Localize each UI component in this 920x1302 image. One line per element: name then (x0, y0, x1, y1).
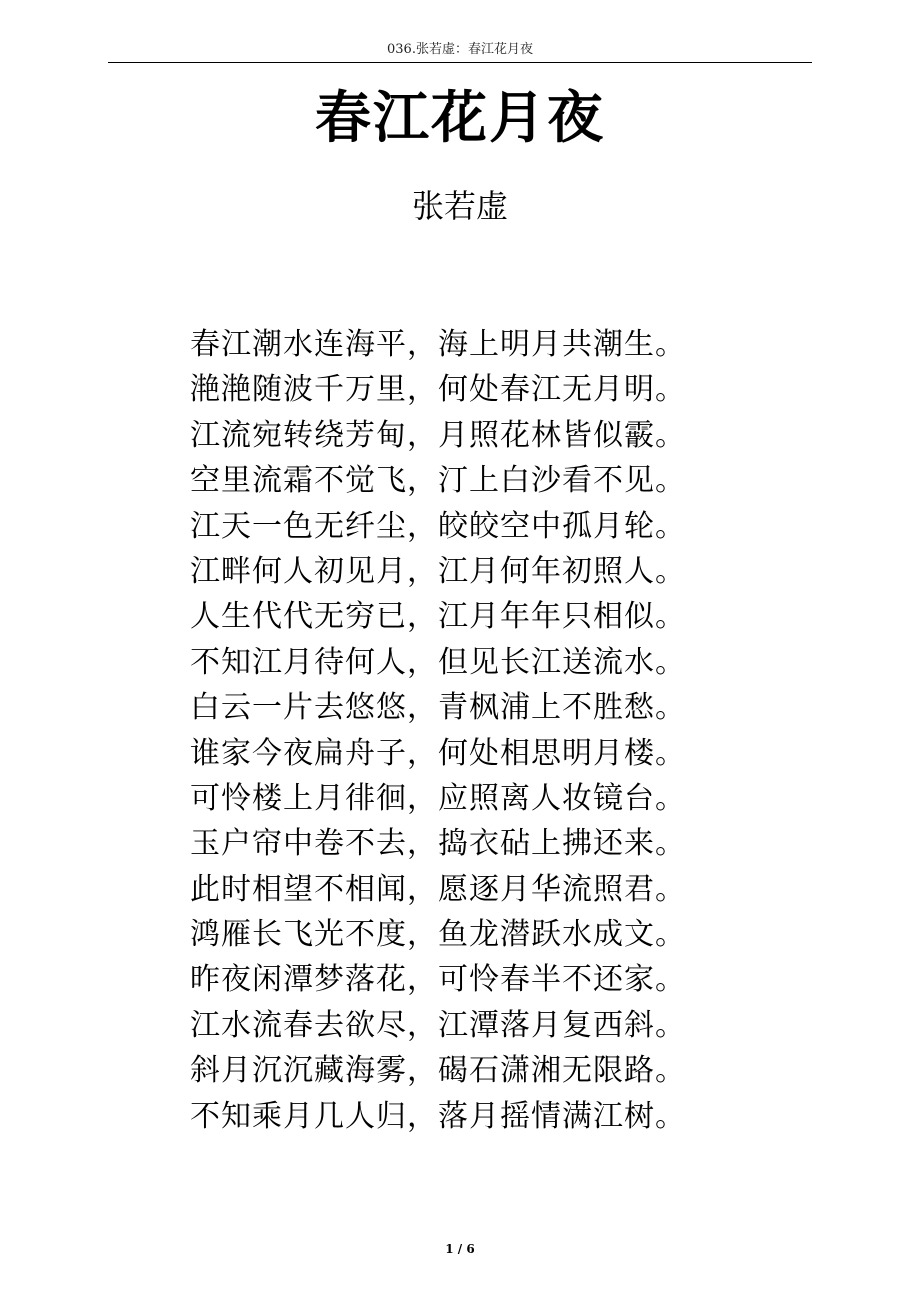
poem-line: 玉户帘中卷不去，捣衣砧上拂还来。 (190, 826, 686, 862)
poem-line: 昨夜闲潭梦落花，可怜春半不还家。 (190, 962, 686, 998)
poem-line: 江畔何人初见月，江月何年初照人。 (190, 553, 686, 589)
poem-line: 江水流春去欲尽，江潭落月复西斜。 (190, 1007, 686, 1043)
poem-body (190, 322, 750, 1139)
poem-line: 不知乘月几人归，落月摇情满江树。 (190, 1098, 686, 1134)
header-divider (108, 62, 812, 63)
poem-line: 江天一色无纤尘，皎皎空中孤月轮。 (190, 508, 686, 544)
poem-title: 春江花月夜 (315, 85, 605, 151)
poem-line: 此时相望不相闻，愿逐月华流照君。 (190, 871, 686, 907)
poem-author: 张若虚 (411, 187, 508, 225)
poem-line: 空里流霜不觉飞，汀上白沙看不见。 (190, 463, 686, 499)
poem-line: 谁家今夜扁舟子，何处相思明月楼。 (190, 735, 686, 771)
poem-line: 江流宛转绕芳甸，月照花林皆似霰。 (190, 417, 686, 453)
running-header: 036.张若虚：春江花月夜 (387, 42, 533, 57)
poem-line: 人生代代无穷已，江月年年只相似。 (190, 599, 686, 635)
poem-line: 滟滟随波千万里，何处春江无月明。 (190, 372, 686, 408)
page-number: 1 / 6 (445, 1242, 475, 1256)
poem-line: 春江潮水连海平，海上明月共潮生。 (190, 327, 686, 362)
poem-line: 可怜楼上月徘徊，应照离人妆镜台。 (190, 780, 686, 816)
poem-line: 白云一片去悠悠，青枫浦上不胜愁。 (190, 690, 686, 726)
poem-line: 不知江月待何人，但见长江送流水。 (190, 644, 686, 680)
poem-line: 斜月沉沉藏海雾，碣石潇湘无限路。 (190, 1053, 686, 1089)
poem-line: 鸿雁长飞光不度，鱼龙潜跃水成文。 (190, 917, 686, 953)
